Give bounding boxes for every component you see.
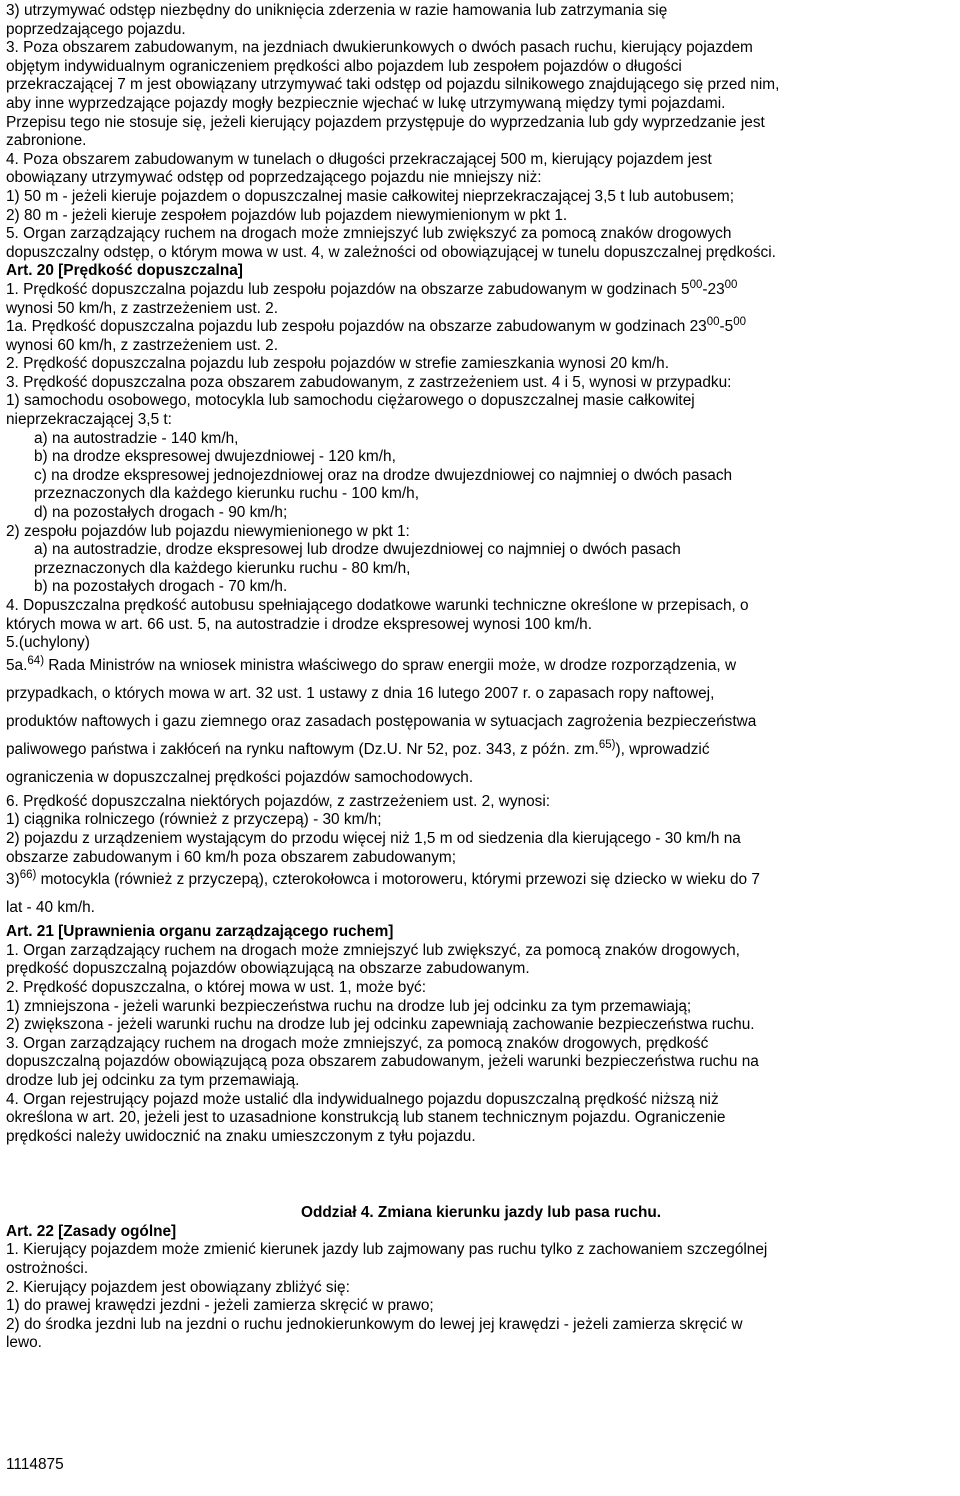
text-line: ograniczenia w dopuszczalnej prędkości pojazdów samochodowych. <box>6 768 474 786</box>
article-heading-20: Art. 20 [Prędkość dopuszczalna] <box>6 262 243 280</box>
text-span: 1. Prędkość dopuszczalna pojazdu lub zespołu pojazdów na obszarze zabudowanym w godzinach 5 <box>6 280 690 298</box>
text-line: 2. Prędkość dopuszczalna pojazdu lub zespołu pojazdów w strefie zamieszkania wynosi 20 km/h. <box>6 355 669 373</box>
footnote-ref: 66) <box>19 869 37 882</box>
text-line: 4. Poza obszarem zabudowanym w tunelach o długości przekraczającej 500 m, kierujący pojazdem jest <box>6 150 712 168</box>
text-line: 2) zespołu pojazdów lub pojazdu niewymienionego w pkt 1: <box>6 522 410 540</box>
text-line: przypadkach, o których mowa w art. 32 ust. 1 ustawy z dnia 16 lutego 2007 r. o zapasach ropy naftowej, <box>6 684 715 702</box>
text-line: 2) 80 m - jeżeli kieruje zespołem pojazdów lub pojazdem niewymienionym w pkt 1. <box>6 206 568 224</box>
text-span: motocykla (również z przyczepą), czterokołowca i motoroweru, którymi przewozi się dziecko w wieku do 7 <box>36 871 760 889</box>
text-line: 5.(uchylony) <box>6 634 90 652</box>
text-line: 2) zwiększona - jeżeli warunki ruchu na drodze lub jej odcinku zapewniają zachowanie bezpieczeństwa ruchu. <box>6 1016 755 1034</box>
text-line: których mowa w art. 66 ust. 5, na autostradzie i drodze ekspresowej wynosi 100 km/h. <box>6 615 592 633</box>
document-body <box>6 2 956 1353</box>
text-line: lat - 40 km/h. <box>6 899 95 917</box>
text-line: 4. Organ rejestrujący pojazd może ustalić dla indywidualnego pojazdu dopuszczalną prędkość niższą niż <box>6 1090 719 1108</box>
text-line: a) na autostradzie - 140 km/h, <box>34 429 239 447</box>
text-span: Rada Ministrów na wniosek ministra właściwego do spraw energii może, w drodze rozporządzenia, w <box>44 656 737 674</box>
document-id-footer: 1114875 <box>6 1456 64 1473</box>
text-span: ), wprowadzić <box>615 740 710 758</box>
text-line: ostrożności. <box>6 1260 89 1278</box>
article-heading-21: Art. 21 [Uprawnienia organu zarządzającego ruchem] <box>6 923 394 941</box>
text-line: dopuszczalny odstęp, o którym mowa w ust. 4, w zależności od obowiązującej w tunelu dopuszczalnej prędkości. <box>6 243 776 261</box>
text-line: lewo. <box>6 1334 42 1352</box>
text-line: 3) utrzymywać odstęp niezbędny do uniknięcia zderzenia w razie hamowania lub zatrzymania się <box>6 2 668 19</box>
article-heading-22: Art. 22 [Zasady ogólne] <box>6 1222 177 1240</box>
text-line: poprzedzającego pojazdu. <box>6 20 186 38</box>
art20-para-5a-line4 <box>6 737 956 765</box>
text-line: obszarze zabudowanym i 60 km/h poza obszarem zabudowanym; <box>6 848 456 866</box>
text-line: objętym indywidualnym ograniczeniem prędkości albo pojazdem lub zespołem pojazdów o długości <box>6 57 682 75</box>
text-line: Przepisu tego nie stosuje się, jeżeli kierujący pojazdem przystępuje do wyprzedzania lub gdy wyprzedzanie jest <box>6 113 765 131</box>
text-line: zabronione. <box>6 132 87 150</box>
text-line: 1) ciągnika rolniczego (również z przyczepą) - 30 km/h; <box>6 811 382 829</box>
text-line: wynosi 60 km/h, z zastrzeżeniem ust. 2. <box>6 336 279 354</box>
text-line: 3. Organ zarządzający ruchem na drogach może zmniejszyć, za pomocą znaków drogowych, prędkość <box>6 1034 709 1052</box>
text-line: d) na pozostałych drogach - 90 km/h; <box>34 504 288 522</box>
footnote-ref: 65) <box>598 738 616 751</box>
art20-para-1 <box>6 278 956 300</box>
text-line: 1) do prawej krawędzi jezdni - jeżeli zamierza skręcić w prawo; <box>6 1297 434 1315</box>
superscript: 00 <box>689 278 703 291</box>
text-line: 1) zmniejszona - jeżeli warunki bezpieczeństwa ruchu na drodze lub jej odcinku za tym przemawiają; <box>6 997 692 1015</box>
text-line: wynosi 50 km/h, z zastrzeżeniem ust. 2. <box>6 299 279 317</box>
text-span: -5 <box>719 318 734 336</box>
section-spacer <box>6 1146 956 1202</box>
section-title: Oddział 4. Zmiana kierunku jazdy lub pasa ruchu. <box>300 1204 662 1222</box>
art20-para-1a <box>6 318 956 337</box>
text-line: dopuszczalną pojazdów obowiązującą poza obszarem zabudowanym, jeżeli warunki bezpieczeństwa ruchu na <box>6 1053 759 1071</box>
text-line: drodze lub jej odcinku za tym przemawiają. <box>6 1071 300 1089</box>
text-line: przeznaczonych dla każdego kierunku ruchu - 80 km/h, <box>34 559 411 577</box>
text-line: prędkość dopuszczalną pojazdów obowiązującą na obszarze zabudowanym. <box>6 960 530 978</box>
art20-para-6-3 <box>6 867 956 895</box>
text-line: przeznaczonych dla każdego kierunku ruchu - 100 km/h, <box>34 485 419 503</box>
text-line: a) na autostradzie, drodze ekspresowej lub drodze dwujezdniowej co najmniej o dwóch pasach <box>34 541 681 559</box>
text-line: b) na pozostałych drogach - 70 km/h. <box>34 578 288 596</box>
text-line: prędkości należy uwidocznić na znaku umieszczonym z tyłu pojazdu. <box>6 1127 476 1145</box>
text-line: b) na drodze ekspresowej dwujezdniowej - 120 km/h, <box>34 448 396 466</box>
text-span: paliwowego państwa i zakłóceń na rynku naftowym (Dz.U. Nr 52, poz. 343, z późn. zm. <box>6 740 599 758</box>
footnote-ref: 64) <box>27 654 45 667</box>
text-span: 1a. Prędkość dopuszczalna pojazdu lub zespołu pojazdów na obszarze zabudowanym w godzinach 23 <box>6 318 707 336</box>
text-line: 1. Organ zarządzający ruchem na drogach może zmniejszyć lub zwiększyć, za pomocą znaków drogowych, <box>6 941 740 959</box>
text-line: 5. Organ zarządzający ruchem na drogach może zmniejszyć lub zwiększyć za pomocą znaków drogowych <box>6 225 732 243</box>
superscript: 00 <box>706 316 720 329</box>
text-line: c) na drodze ekspresowej jednojezdniowej oraz na drodze dwujezdniowej co najmniej o dwóch pasach <box>34 466 733 484</box>
text-line: 2. Prędkość dopuszczalna, o której mowa w ust. 1, może być: <box>6 978 427 996</box>
text-span: 3) <box>6 871 20 889</box>
superscript: 00 <box>733 316 746 329</box>
art20-para-5a <box>6 653 956 681</box>
text-line: 3. Poza obszarem zabudowanym, na jezdniach dwukierunkowych o dwóch pasach ruchu, kierujący pojazdem <box>6 39 753 57</box>
text-line: 4. Dopuszczalna prędkość autobusu spełniającego dodatkowe warunki techniczne określone w przepisach, o <box>6 597 749 614</box>
text-line: 3. Prędkość dopuszczalna poza obszarem zabudowanym, z zastrzeżeniem ust. 4 i 5, wynosi w przypadku: <box>6 373 732 391</box>
text-line: 2) do środka jezdni lub na jezdni o ruchu jednokierunkowym do lewej jej krawędzi - jeżeli zamierza skręcić w <box>6 1315 743 1333</box>
text-line: określona w art. 20, jeżeli jest to uzasadnione konstrukcją lub stanem technicznym pojazdu. Ograniczenie <box>6 1109 726 1127</box>
text-line: nieprzekraczającej 3,5 t: <box>6 411 172 429</box>
text-line: 2) pojazdu z urządzeniem wystającym do przodu więcej niż 1,5 m od siedzenia dla kierującego - 30 km/h na <box>6 829 741 847</box>
text-line: przekraczającej 7 m jest obowiązany utrzymywać taki odstęp od pojazdu silnikowego znajdującego się przed nim, <box>6 76 780 94</box>
text-span: -23 <box>702 280 725 298</box>
text-line: 1. Kierujący pojazdem może zmienić kierunek jazdy lub zajmowany pas ruchu tylko z zachowaniem szczególnej <box>6 1241 768 1259</box>
text-line: 1) 50 m - jeżeli kieruje pojazdem o dopuszczalnej masie całkowitej nieprzekraczającej 3,5 t lub autobusem; <box>6 187 734 205</box>
text-line: 1) samochodu osobowego, motocykla lub samochodu ciężarowego o dopuszczalnej masie całkowitej <box>6 392 695 410</box>
superscript: 00 <box>724 278 738 291</box>
text-line: produktów naftowych i gazu ziemnego oraz zasadach postępowania w sytuacjach zagrożenia bezpieczeństwa <box>6 712 757 730</box>
text-line: obowiązany utrzymywać odstęp od poprzedzającego pojazdu nie mniejszy niż: <box>6 169 542 187</box>
text-line: aby inne wyprzedzające pojazdy mogły bezpiecznie wjechać w lukę utrzymywaną między tymi pojazdami. <box>6 94 726 112</box>
text-line: 2. Kierujący pojazdem jest obowiązany zbliżyć się: <box>6 1278 350 1296</box>
text-line: 6. Prędkość dopuszczalna niektórych pojazdów, z zastrzeżeniem ust. 2, wynosi: <box>6 792 551 810</box>
text-span: 5a. <box>6 656 28 674</box>
